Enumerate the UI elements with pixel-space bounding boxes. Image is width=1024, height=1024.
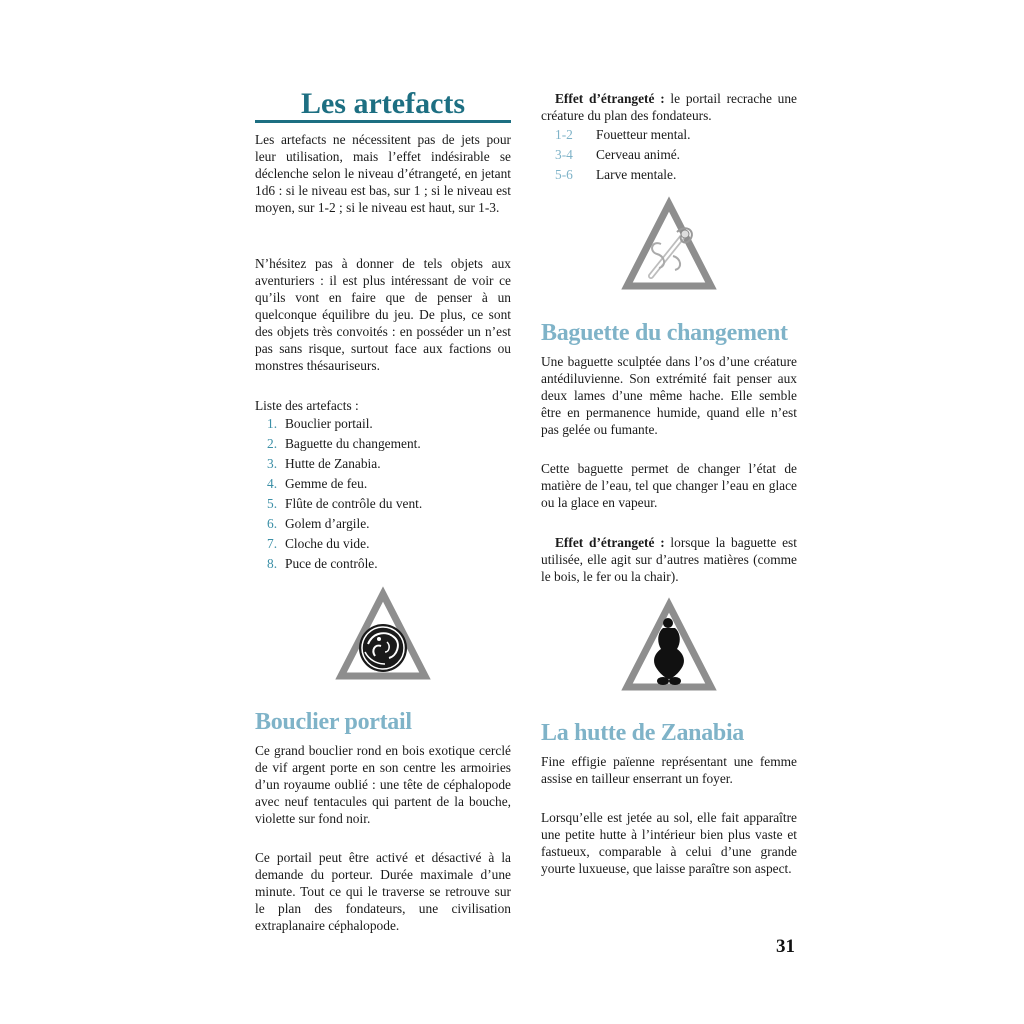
bouclier-effect-paragraph (541, 90, 797, 124)
wand-emblem-icon (621, 196, 717, 292)
list-number: 5. (267, 496, 278, 511)
list-number: 4. (267, 476, 278, 491)
list-number: 6. (267, 516, 278, 531)
page-title: Les artefacts (300, 87, 466, 120)
page-number: 31 (776, 936, 795, 957)
list-heading: Liste des artefacts : (255, 398, 359, 413)
title-underline (255, 120, 511, 123)
advice-paragraph: N’hésitez pas à donner de tels objets aux aventuriers : il est plus intéressant de voir ce qu’ils vont en faire que de penser à un quelconque équilibre du jeu. De plus, ce sont des objets très convoités : en posséder un n’est pas sans risque, surtout face aux factions ou monstres thésauriseurs. (255, 256, 511, 373)
effect-text: le portail recrache une créature du plan des fondateurs. (541, 91, 797, 123)
list-text: Cloche du vide. (285, 536, 370, 551)
list-number: 1. (267, 416, 278, 431)
list-text: Golem d’argile. (285, 516, 370, 531)
effect-text: lorsque la baguette est utilisée, elle agit sur d’autres matières (comme le bois, le fer ou la chair). (541, 535, 797, 584)
intro-paragraph: Les artefacts ne nécessitent pas de jets pour leur utilisation, mais l’effet indésirable se déclenche selon le niveau d’étrangeté, en jetant 1d6 : si le niveau est bas, sur 1 ; si le niveau est moyen, sur 1-2 ; si le niveau est haut, sur 1-3. (255, 132, 511, 215)
baguette-title: Baguette du changement (541, 320, 788, 346)
roll-result: Cerveau animé. (596, 147, 681, 162)
roll-result: Larve mentale. (596, 167, 677, 182)
list-number: 2. (267, 436, 278, 451)
roll-range: 5-6 (555, 167, 573, 182)
effigy-emblem-icon (621, 597, 717, 693)
bouclier-paragraph-1: Ce grand bouclier rond en bois exotique cerclé de vif argent porte en son centre les armoiries d’un royaume oublié : une tête de céphalopode avec neuf tentacules qui partent de la bouche, violette sur fond noir. (255, 743, 511, 826)
hutte-title: La hutte de Zanabia (541, 720, 745, 746)
list-text: Bouclier portail. (285, 416, 373, 431)
list-text: Flûte de contrôle du vent. (285, 496, 423, 511)
list-text: Hutte de Zanabia. (285, 456, 381, 471)
list-text: Gemme de feu. (285, 476, 368, 491)
bouclier-paragraph-2: Ce portail peut être activé et désactivé à la demande du porteur. Durée maximale d’une minute. Tout ce qui le traverse se retrouve sur le plan des fondateurs, une civilisation extraplanaire céphalopode. (255, 850, 511, 933)
list-text: Baguette du changement. (285, 436, 421, 451)
effect-label: Effet d’étrangeté : (555, 91, 665, 106)
list-number: 8. (267, 556, 278, 571)
roll-result: Fouetteur mental. (596, 127, 691, 142)
hutte-paragraph-2: Lorsqu’elle est jetée au sol, elle fait apparaître une petite hutte à l’intérieur bien plus vaste et fastueux, comparable à celui d’une grande yourte luxueuse, que laisse paraître son aspect. (541, 810, 797, 876)
list-text: Puce de contrôle. (285, 556, 378, 571)
bouclier-title: Bouclier portail (255, 709, 412, 735)
roll-range: 1-2 (555, 127, 573, 142)
baguette-effect-paragraph (541, 534, 797, 585)
list-number: 7. (267, 536, 278, 551)
list-number: 3. (267, 456, 278, 471)
shield-emblem-icon (335, 586, 431, 682)
baguette-paragraph-2: Cette baguette permet de changer l’état de matière de l’eau, tel que changer l’eau en glace ou la glace en vapeur. (541, 461, 797, 510)
baguette-paragraph-1: Une baguette sculptée dans l’os d’une créature antédiluvienne. Son extrémité fait penser aux deux lames d’une même hache. Elle semble être en permanence humide, quand elle n’est pas gelée ou fumante. (541, 354, 797, 437)
roll-range: 3-4 (555, 147, 573, 162)
hutte-paragraph-1: Fine effigie païenne représentant une femme assise en tailleur enserrant un foyer. (541, 754, 797, 786)
effect-label: Effet d’étrangeté : (555, 535, 665, 550)
